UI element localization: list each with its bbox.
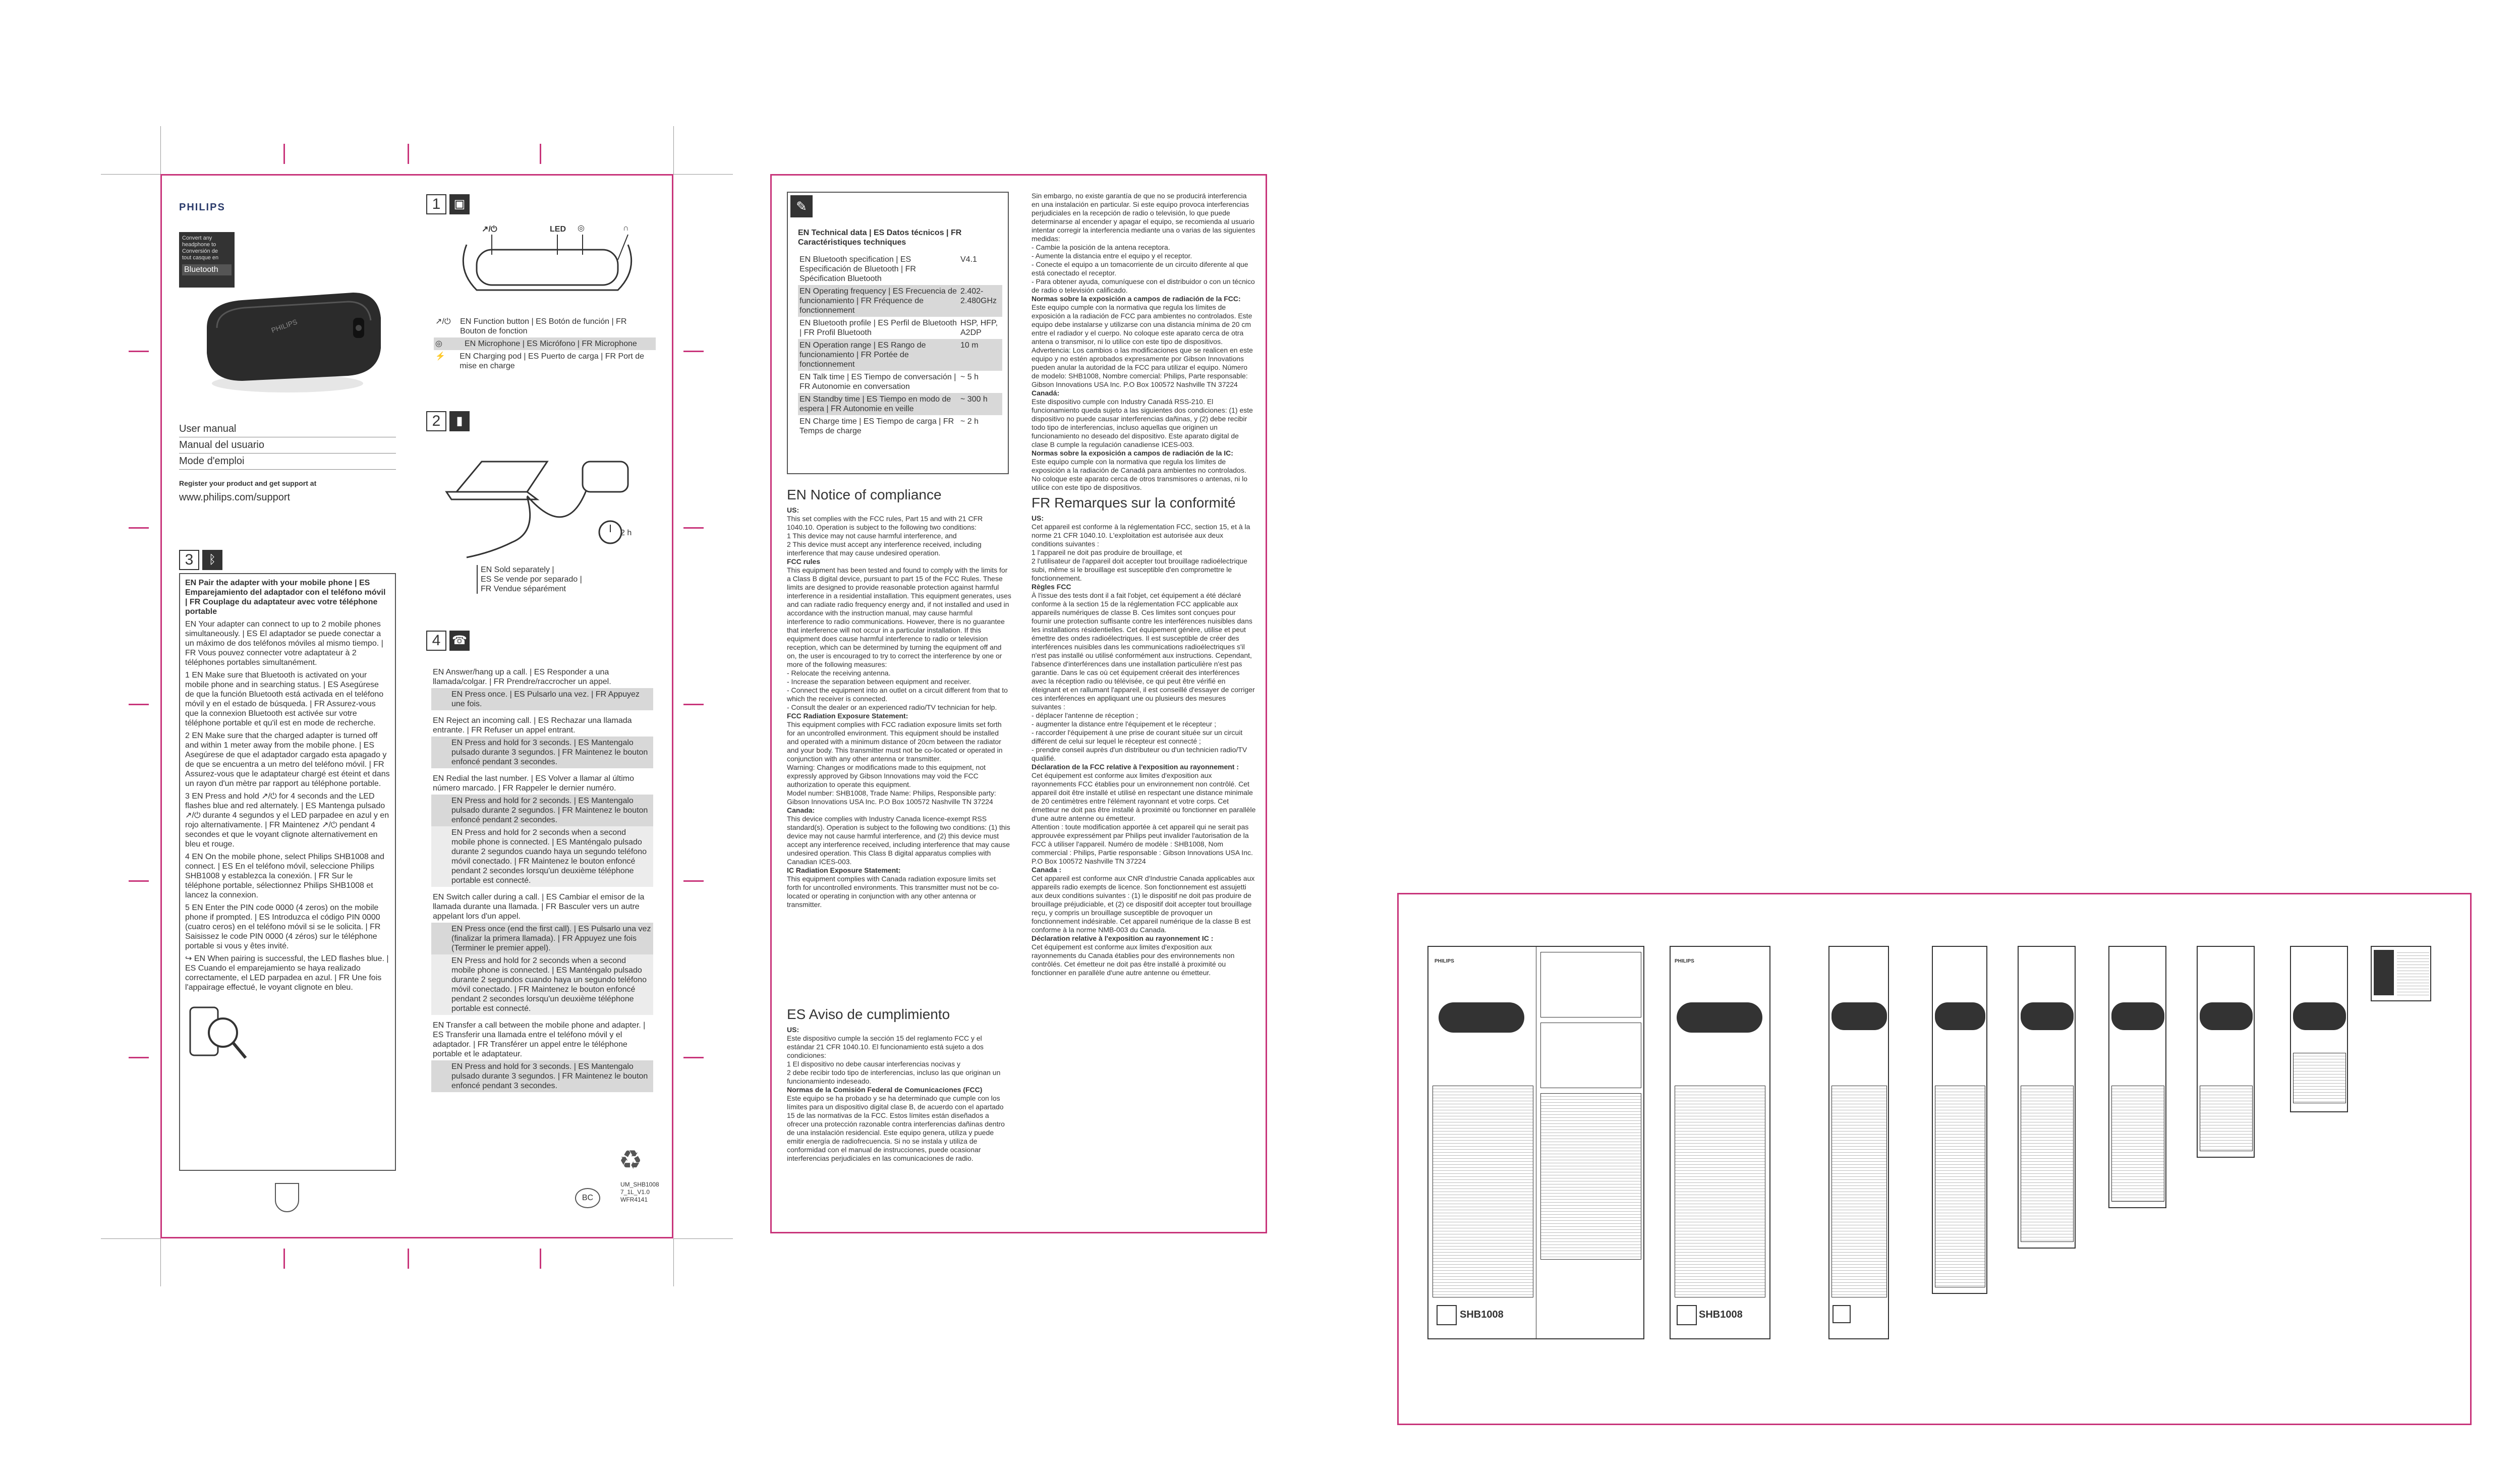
- thumb-box: [2293, 1053, 2346, 1103]
- call-action-press: EN Press and hold for 2 seconds when a second mobile phone is connected. | ES Manténgalo pulsado durante 2 segundos cuando haya un segundo teléfono móvil conectado. | FR Maintenez le bouton enfoncé pendant 2 secondes lorsqu'un deuxième téléphone portable est connecté.: [431, 826, 653, 887]
- call-action: EN Redial the last number. | ES Volver a llamar al último número marcado. | FR Rappeler le dernier numéro.: [433, 774, 634, 793]
- thumb-box: [1540, 1093, 1641, 1260]
- step1-legend: [434, 315, 656, 372]
- fold-mark: [683, 351, 704, 352]
- compliance-para: 2 l'utilisateur de l'appareil doit accepter tout brouillage radioélectrique subi, même si le brouillage est susceptible d'en compromettre le fonctionnement.: [1032, 557, 1247, 582]
- legend-row: [434, 315, 656, 337]
- step-number: 1: [426, 194, 446, 214]
- compliance-col3: [1032, 192, 1256, 1221]
- compliance-para: - Cambie la posición de la antena receptora.: [1032, 243, 1170, 251]
- thumb-box: [1540, 1023, 1641, 1088]
- function-icon: ↗/⏻: [435, 317, 451, 326]
- phone-search-icon: [185, 1002, 251, 1063]
- bluetooth-label: Bluetooth: [182, 264, 232, 275]
- charging-icon: ⚡: [435, 352, 445, 361]
- compliance-para: Model number: SHB1008, Trade Name: Philips, Responsible party: Gibson Innovations USA Inc. P.O Box 100572 Nashville TN 37224: [787, 789, 996, 806]
- fold-mark: [540, 1249, 541, 1269]
- step3-item: 3 EN Press and hold ↗/⏻ for 4 seconds and the LED flashes blue and red alternately. | ES Mantenga pulsado ↗/⏻ durante 4 segundos y el LED parpadee en azul y en rojo alternativamente. | FR Maintenez ↗/⏻ pendant 4 secondes et que le voyant clignote alternativement en bleu et rouge.: [185, 792, 389, 849]
- tech-row: [798, 393, 1002, 415]
- compliance-para: Canada:: [787, 806, 815, 814]
- svg-text:PHILIPS: PHILIPS: [270, 317, 299, 334]
- note-line: FR Vendue séparément: [481, 585, 566, 593]
- compliance-para: Este equipo se ha probado y se ha determinado que cumple con los límites para un dispositivo digital clase B, de acuerdo con el apartado 15 de las normativas de la FCC. Estos límites están diseñados a ofrecer una protección razonable contra interferencias dañinas dentro de una instalación residencial. Este equipo genera, utiliza y puede emitir energía de radiofrecuencia. Si no se instala y utiliza de conformidad con el manual de instrucciones, puede ocasionar interferencias perjudiciales en las comunicaciones de radio.: [787, 1094, 1005, 1162]
- compliance-para: Este equipo cumple con la normativa que regula los límites de exposición a la radiación de FCC para ambientes no controlados. Este equipo debe instalarse y utilizarse con una distancia mínima de 20 cm entre el radiador y el cuerpo. No coloque este aparato cerca de otra antena o transmisor, ni lo utilice con este tipo de dispositivos.: [1032, 303, 1252, 346]
- thumb-brand: PHILIPS: [1675, 958, 1694, 964]
- call-action-press: EN Press and hold for 3 seconds. | ES Mantengalo pulsado durante 3 segundos. | FR Maintenez le bouton enfoncé pendant 3 secondes.: [431, 1060, 653, 1092]
- fold-mark: [683, 1057, 704, 1058]
- adapter-diagram: [446, 224, 648, 305]
- fold-mark: [129, 527, 149, 529]
- compliance-para: Normas sobre la exposición a campos de radiación de la FCC:: [1032, 295, 1241, 303]
- tech-value: 2.402-2.480GHz: [960, 287, 997, 305]
- cover-panel: [177, 187, 398, 515]
- call-action-press: EN Press once. | ES Pulsarlo una vez. | FR Appuyez une fois.: [431, 688, 653, 710]
- tech-value: ~ 5 h: [960, 373, 979, 381]
- tech-label: EN Talk time | ES Tiempo de conversación | FR Autonomie en conversation: [799, 373, 956, 391]
- sold-separately-note: [477, 565, 582, 594]
- step-number: 3: [179, 550, 199, 570]
- compliance-para: Advertencia: Los cambios o las modificaciones que se realicen en este equipo y no estén aprobados expresamente por Gibson Innovations pueden anular la autoridad de la FCC para utilizar el equipo. Número de modelo: SHB1008, Nombre comercial: Philips, Parte responsable: Gibson Innovations USA Inc. P.O Box 100572 Nashville TN 37224: [1032, 346, 1253, 388]
- compliance-para: Canada :: [1032, 866, 1062, 874]
- fold-mark: [129, 1057, 149, 1058]
- bc-mark: BC: [575, 1188, 600, 1208]
- title-list: [179, 421, 396, 470]
- charge-time-label: 2 h: [620, 529, 632, 537]
- compliance-para: This set complies with the FCC rules, Part 15 and with 21 CFR 1040.10. Operation is subject to the following two conditions:: [787, 515, 983, 531]
- fold-thumb: [2108, 946, 2166, 1208]
- pen-icon: ✎: [790, 195, 813, 217]
- compliance-heading: FR Remarques sur la conformité: [1032, 495, 1236, 511]
- compliance-para: 2 This device must accept any interference received, including interference that may cause undesired operation.: [787, 540, 982, 557]
- compliance-para: Cet équipement est conforme aux limites d'exposition aux rayonnements du Canada établies pour des environnements non contrôlés. Cet émetteur ne doit pas être installé à proximité ou fonctionner en parallèle d'une autre antenne ou émetteur.: [1032, 943, 1235, 977]
- tech-row: [798, 285, 1002, 317]
- step3-box: [179, 573, 396, 1171]
- compliance-para: Sin embargo, no existe garantía de que no se producirá interferencia en una instalación en particular. Si este equipo provoca interferencias perjudiciales en la recepción de radio o televisión, lo que puede determinarse al encender y apagar el equipo, se recomienda al usuario intentar corregir la interferencia mediante una o varias de las siguientes medidas:: [1032, 192, 1255, 243]
- tech-label: EN Bluetooth profile | ES Perfil de Bluetooth | FR Profil Bluetooth: [799, 319, 957, 337]
- compliance-para: - Connect the equipment into an outlet on a circuit different from that to which the receiver is connected.: [787, 686, 1008, 703]
- compliance-para: Este dispositivo cumple con Industry Canadá RSS-210. El funcionamiento queda sujeto a las siguientes dos condiciones: (1) este dispositivo no puede causar interferencias dañinas, y (2) debe recibir todo tipo de interferencias, incluso aquellas que originen un funcionamiento no deseado del dispositivo. Este aparato digital de clase B cumple la regulación canadiense ICES-003.: [1032, 398, 1253, 448]
- trim-line: [673, 174, 733, 175]
- step-number: 4: [426, 631, 446, 651]
- tech-heading: EN Technical data | ES Datos técnicos | FR Caractéristiques techniques: [798, 229, 962, 247]
- thumb-bt-icon: [1677, 1305, 1697, 1325]
- fold-mark: [129, 880, 149, 882]
- brand-logo: PHILIPS: [179, 202, 225, 213]
- tech-label: EN Bluetooth specification | ES Especificación de Bluetooth | FR Spécification Bluetooth: [799, 255, 916, 283]
- version-code: 7_1L_V1.0: [620, 1189, 650, 1196]
- thumb-model: SHB1008: [1460, 1309, 1504, 1320]
- compliance-para: - prendre conseil auprès d'un distributeur ou d'un technicien radio/TV qualifié.: [1032, 746, 1247, 762]
- thumb-product: [1935, 1002, 1985, 1030]
- compliance-para: - Relocate the receiving antenna.: [787, 669, 891, 677]
- compliance-para: 2 debe recibir todo tipo de interferencias, incluso las que originan un funcionamiento indeseado.: [787, 1068, 1001, 1085]
- tech-row: [798, 339, 1002, 371]
- compliance-para: Este dispositivo cumple la sección 15 del reglamento FCC y el estándar 21 CFR 1040.10. El funcionamiento está sujeto a dos condiciones:: [787, 1034, 984, 1059]
- thumb-brand: PHILIPS: [1435, 958, 1454, 964]
- box-line: tout casque en: [182, 255, 219, 261]
- call-action: EN Answer/hang up a call. | ES Responder a una llamada/colgar. | FR Prendre/raccrocher un appel.: [433, 668, 611, 686]
- compliance-para: This device complies with Industry Canada licence-exempt RSS standard(s). Operation is subject to the following two conditions: (1) this device may not cause harmful interference, and (2) this device must accept any interference received, including interference that may cause undesired operation. This Class B digital apparatus complies with Canadian ICES-003.: [787, 815, 1010, 866]
- register-text: Register your product and get support at: [179, 479, 317, 487]
- charging-diagram: [436, 441, 653, 562]
- compliance-para: Déclaration relative à l'exposition au rayonnement IC :: [1032, 934, 1214, 942]
- mic-icon: ◎: [578, 224, 585, 233]
- tech-value: 10 m: [960, 341, 979, 350]
- compliance-para: - Conecte el equipo a un tomacorriente de un circuito diferente al que está conectado el receptor.: [1032, 260, 1248, 277]
- tech-panel: [787, 192, 1009, 474]
- thumb-product: [2021, 1002, 2074, 1030]
- tech-value: V4.1: [960, 255, 977, 264]
- compliance-para: Règles FCC: [1032, 583, 1071, 591]
- led-label: LED: [550, 225, 566, 234]
- tech-label: EN Operation range | ES Rango de funcionamiento | FR Portée de fonctionnement: [799, 341, 926, 369]
- fold-mark: [283, 1249, 285, 1269]
- compliance-para: 1 El dispositivo no debe causar interferencias nocivas y: [787, 1060, 960, 1068]
- call-action: EN Transfer a call between the mobile phone and adapter. | ES Transferir una llamada entre el teléfono móvil y el adaptador. | FR Transférer un appel entre le téléphone portable et le adaptateur.: [433, 1021, 646, 1058]
- step3-panel: [179, 550, 396, 1175]
- compliance-heading: ES Aviso de cumplimiento: [787, 1006, 950, 1022]
- thumb-box: [2374, 950, 2394, 995]
- trim-line: [673, 1238, 674, 1286]
- fold-mark: [683, 704, 704, 705]
- compliance-para: Warning: Changes or modifications made to this equipment, not expressly approved by Gibson Innovations may void the FCC authorization to operate this equipment.: [787, 763, 986, 788]
- thumb-product: [1831, 1002, 1887, 1030]
- compliance-para: - Aumente la distancia entre el equipo y el receptor.: [1032, 252, 1192, 260]
- note-line: ES Se vende por separado |: [481, 575, 582, 584]
- thumb-bt-icon: [1832, 1305, 1851, 1323]
- title-fr: Mode d'emploi: [179, 454, 396, 470]
- thumb-box: [2021, 1086, 2074, 1242]
- thumb-box: [1433, 1086, 1533, 1297]
- call-action-press: EN Press and hold for 2 seconds. | ES Mantengalo pulsado durante 2 segundos. | FR Maintenez le bouton enfoncé pendant 2 secondes.: [431, 795, 653, 826]
- recycle-icon: ♻: [618, 1146, 643, 1175]
- tech-value: HSP, HFP, A2DP: [960, 319, 998, 337]
- call-action-press: EN Press and hold for 2 seconds when a second mobile phone is connected. | ES Manténgalo pulsado durante 2 segundos cuando haya un segundo teléfono móvil conectado. | FR Maintenez le bouton enfoncé pendant 2 secondes lorsqu'un deuxième téléphone portable est connecté.: [431, 954, 653, 1015]
- compliance-para: 1 l'appareil ne doit pas produire de brouillage, et: [1032, 548, 1182, 556]
- call-action: EN Switch caller during a call. | ES Cambiar el emisor de la llamada durante una llamada. | FR Basculer vers un autre appelant lors d'un appel.: [433, 893, 645, 921]
- battery-icon: ▮: [449, 411, 470, 431]
- fold-mark: [129, 351, 149, 352]
- compliance-para: À l'issue des tests dont il a fait l'objet, cet équipement a été déclaré conforme à la section 15 de la réglementation FCC applicable aux appareils numériques de classe B. Ces limites sont conçues pour fournir une protection suffisante contre les interférences nuisibles dans les installations résidentielles. Cet équipement génère, utilise et peut émettre des ondes radioélectriques. Il est susceptible de créer des interférences nuisibles dans les communications radioélectriques s'il n'est pas installé ou utilisé conformément aux instructions. Cependant, l'absence d'interférences dans une installation particulière n'est pas garantie. Dans le cas où cet équipement créerait des interférences avec la réception radio ou télévisée, ce qui peut être vérifié en éteignant et en rallumant l'appareil, il est conseillé d'essayer de corriger ces interférences en appliquant une ou plusieurs des mesures suivantes :: [1032, 591, 1255, 711]
- fold-mark: [129, 704, 149, 705]
- fold-mark: [683, 880, 704, 882]
- thumb-product: [2111, 1002, 2164, 1030]
- thumb-product: [1439, 1002, 1524, 1033]
- box-line: Convert any: [182, 235, 212, 241]
- box-line: headphone to: [182, 242, 216, 248]
- thumb-box: [2397, 950, 2429, 995]
- thumb-product: [2200, 1002, 2253, 1030]
- compliance-para: - déplacer l'antenne de réception ;: [1032, 711, 1138, 719]
- box-line: Conversión de: [182, 248, 218, 254]
- thumb-model: SHB1008: [1699, 1309, 1743, 1320]
- compliance-para: 1 This device may not cause harmful interference, and: [787, 532, 957, 540]
- fold-thumb: [2018, 946, 2076, 1249]
- function-label: ↗/⏻: [482, 225, 497, 234]
- legend-row: [434, 350, 656, 372]
- note-line: EN Sold separately |: [481, 566, 554, 574]
- trim-line: [160, 126, 161, 174]
- title-es: Manual del usuario: [179, 437, 396, 454]
- trim-line: [160, 1238, 161, 1286]
- compliance-para: - Increase the separation between equipment and receiver.: [787, 677, 971, 686]
- step3-heading: EN Pair the adapter with your mobile phone | ES Emparejamiento del adaptador con el teléfono móvil | FR Couplage du adaptateur avec votre téléphone portable: [185, 579, 386, 616]
- compliance-es: [787, 1006, 1011, 1218]
- compliance-para: - augmenter la distance entre l'équipement et le récepteur ;: [1032, 720, 1217, 728]
- trim-line: [101, 174, 160, 175]
- microphone-icon: ◎: [435, 340, 442, 348]
- compliance-para: - Para obtener ayuda, comuníquese con el distribuidor o con un técnico de radio o televisión calificado.: [1032, 277, 1255, 294]
- legend-text: EN Function button | ES Botón de función | FR Bouton de fonction: [460, 317, 627, 335]
- compliance-para: US:: [787, 1026, 799, 1034]
- model-code: UM_SHB1008: [620, 1181, 659, 1188]
- fold-mark: [408, 144, 409, 164]
- support-url[interactable]: www.philips.com/support: [179, 492, 291, 503]
- step1-panel: [426, 194, 658, 396]
- tech-row: [798, 371, 1002, 393]
- compliance-para: Canadá:: [1032, 389, 1060, 397]
- step3-item: 4 EN On the mobile phone, select Philips SHB1008 and connect. | ES En el teléfono móvil, seleccione Philips SHB1008 y establezca la conexión. | FR Sur le téléphone portable, sélectionnez Philips SHB1008 et lancez la connexion.: [185, 853, 384, 899]
- fold-mark: [408, 1249, 409, 1269]
- legend-text: EN Charging pod | ES Puerto de carga | FR Port de mise en charge: [460, 352, 645, 370]
- part-number: WFR4141: [620, 1196, 648, 1203]
- legend-row: [434, 337, 656, 350]
- compliance-para: Normas sobre la exposición a campos de radiación de la IC:: [1032, 449, 1233, 457]
- tech-row: [798, 415, 1002, 437]
- fold-mark: [283, 144, 285, 164]
- compliance-en: [787, 487, 1011, 1001]
- compliance-para: Este equipo cumple con la normativa que regula los límites de exposición a la radiación de Canadá para ambientes no controlados. No coloque este aparato cerca de otros transmisores o antenas, ni lo utilice con este tipo de dispositivos.: [1032, 458, 1248, 491]
- tech-value: ~ 300 h: [960, 395, 988, 404]
- trim-line: [101, 1238, 160, 1239]
- compliance-para: FCC rules: [787, 557, 821, 566]
- trim-line: [673, 1238, 733, 1239]
- compliance-para: Cet équipement est conforme aux limites d'exposition aux rayonnements FCC établies pour un environnement non contrôlé. Cet appareil doit être installé et utilisé en respectant une distance minimale de 20 centimètres entre l'élément rayonnant et votre corps. Cet émetteur ne doit pas être installé à proximité ou fonctionner en parallèle d'une autre antenne ou émetteur.: [1032, 771, 1256, 822]
- call-action: EN Reject an incoming call. | ES Rechazar una llamada entrante. | FR Refuser un appel entrant.: [433, 716, 632, 734]
- compliance-para: This equipment complies with Canada radiation exposure limits set forth for uncontrolled environments. This transmitter must not be co-located or operating in conjunction with any other antenna or transmitter.: [787, 875, 999, 909]
- fold-mark: [540, 144, 541, 164]
- tech-label: EN Charge time | ES Tiempo de carga | FR Temps de charge: [799, 417, 954, 435]
- step4-list: [431, 666, 653, 1092]
- headphone-jack-icon: ∩: [623, 224, 629, 233]
- box-icon: ▣: [449, 194, 470, 214]
- tech-table: [798, 253, 1002, 437]
- compliance-para: Cet appareil est conforme aux CNR d'Industrie Canada applicables aux appareils radio exempts de licence. Son fonctionnement est assujetti aux deux conditions suivantes : (1) le dispositif ne doit pas produire de brouillage préjudiciable, et (2) ce dispositif doit accepter tout brouillage reçu, y compris un brouillage susceptible de provoquer un fonctionnement indésirable. Cet appareil numérique de la classe B est conforme à la norme NMB-003 du Canada.: [1032, 874, 1255, 934]
- step3-item: 1 EN Make sure that Bluetooth is activated on your mobile phone and in searching status. | ES Asegúrese de que la función Bluetooth está activada en el teléfono móvil y en el estado de búsqueda. | FR Assurez-vous que la connexion Bluetooth est activée sur votre téléphone portable et qu'il est en mode de recherche.: [185, 671, 384, 727]
- step-number: 2: [426, 411, 446, 431]
- bluetooth-icon: ᛒ: [202, 550, 222, 570]
- compliance-para: IC Radiation Exposure Statement:: [787, 866, 901, 874]
- step3-item: ↪ EN When pairing is successful, the LED flashes blue. | ES Cuando el emparejamiento se haya realizado correctamente, el LED parpadea en azul. | FR Une fois l'appairage effectué, le voyant clignote en bleu.: [185, 954, 389, 992]
- compliance-para: - Consult the dealer or an experienced radio/TV technician for help.: [787, 703, 997, 711]
- philips-shield-logo: [275, 1183, 299, 1212]
- compliance-para: Cet appareil est conforme à la réglementation FCC, section 15, et à la norme 21 CFR 1040.10. L'exploitation est autorisée aux deux conditions suivantes :: [1032, 523, 1250, 548]
- call-action-press: EN Press and hold for 3 seconds. | ES Mantengalo pulsado durante 3 segundos. | FR Maintenez le bouton enfoncé pendant 3 secondes.: [431, 737, 653, 768]
- thumb-box: [1935, 1086, 1985, 1287]
- fold-thumb-full: [1427, 946, 1644, 1339]
- legend-text: EN Microphone | ES Micrófono | FR Microphone: [465, 340, 637, 348]
- thumb-bt-icon: [1437, 1305, 1457, 1325]
- phone-icon: ☎: [449, 631, 470, 651]
- fold-mark: [683, 527, 704, 529]
- thumb-box: [1831, 1086, 1887, 1297]
- step3-item: 2 EN Make sure that the charged adapter is turned off and within 1 meter away from the mobile phone. | ES Asegúrese de que el adaptador cargado esta apagado y de que se encuentra a un metro del teléfono móvil. | FR Assurez-vous que le adaptateur chargé est éteint et dans un rayon d'un mètre par rapport au téléphone portable.: [185, 731, 390, 788]
- thumb-product: [2293, 1002, 2346, 1030]
- fold-thumb: [2371, 946, 2431, 1001]
- tech-row: [798, 317, 1002, 339]
- step3-item: 5 EN Enter the PIN code 0000 (4 zeros) on the mobile phone if prompted. | ES Introduzca el código PIN 0000 (cuatro ceros) en el teléfono móvil si se le solicita. | FR Saisissez le code PIN 0000 (4 zéros) sur le téléphone portable si vous y êtes invité.: [185, 903, 381, 950]
- adapter-product-image: [187, 272, 388, 404]
- trim-line: [673, 126, 674, 174]
- fold-thumb: [2290, 946, 2348, 1112]
- compliance-para: This equipment has been tested and found to comply with the limits for a Class B digital device, pursuant to part 15 of the FCC Rules. These limits are designed to provide reasonable protection against harmful interference in a residential installation. This equipment generates, uses and can radiate radio frequency energy and, if not installed and used in accordance with the instruction manual, may cause harmful interference to radio communications. However, there is no guarantee that interference will not occur in a particular installation. If this equipment does cause harmful interference to radio or television reception, which can be determined by turning the equipment off and on, the user is encouraged to try to correct the interference by one or more of the following measures:: [787, 566, 1011, 668]
- step2-panel: [426, 411, 658, 603]
- step3-intro: EN Your adapter can connect to up to 2 mobile phones simultaneously. | ES El adaptador se puede conectar a un máximo de dos teléfonos móviles al mismo tiempo. | FR Vous pouvez connecter votre adaptateur à 2 téléphones portables simultanément.: [185, 620, 383, 667]
- thumb-box: [1675, 1086, 1765, 1297]
- compliance-para: US:: [1032, 514, 1044, 522]
- call-action-press: EN Press once (end the first call). | ES Pulsarlo una vez (finalizar la primera llamada). | FR Appuyez une fois (Terminer le premier appel).: [431, 923, 653, 954]
- step4-panel: [426, 631, 658, 1100]
- thumb-box: [1540, 952, 1641, 1017]
- thumb-box: [2111, 1086, 2164, 1202]
- tech-label: EN Operating frequency | ES Frecuencia de funcionamiento | FR Fréquence de fonctionnement: [799, 287, 957, 315]
- title-en: User manual: [179, 421, 396, 437]
- fold-thumb: [2197, 946, 2255, 1158]
- tech-label: EN Standby time | ES Tiempo en modo de espera | FR Autonomie en veille: [799, 395, 951, 413]
- compliance-para: FCC Radiation Exposure Statement:: [787, 712, 908, 720]
- compliance-para: Déclaration de la FCC relative à l'exposition au rayonnement :: [1032, 763, 1239, 771]
- compliance-para: This equipment complies with FCC radiation exposure limits set forth for an uncontrolled environment. This equipment should be installed and operated with a minimum distance of 20cm between the radiator and your body. This transmitter must not be co-located or operated in conjunction with any other antenna or transmitter.: [787, 720, 1003, 763]
- tech-row: [798, 253, 1002, 285]
- compliance-heading: EN Notice of compliance: [787, 487, 942, 502]
- compliance-para: Normas de la Comisión Federal de Comunicaciones (FCC): [787, 1086, 983, 1094]
- fold-thumb: [1670, 946, 1770, 1339]
- fold-thumb: [1932, 946, 1987, 1294]
- compliance-para: - raccorder l'équipement à une prise de courant située sur un circuit différent de celui sur lequel le récepteur est connecté ;: [1032, 728, 1243, 745]
- thumb-product: [1677, 1002, 1762, 1033]
- thumb-box: [2200, 1086, 2253, 1151]
- tech-value: ~ 2 h: [960, 417, 979, 426]
- fold-thumb: [1828, 946, 1889, 1339]
- compliance-para: US:: [787, 506, 799, 514]
- compliance-para: Attention : toute modification apportée à cet appareil qui ne serait pas approuvée expressément par Philips peut invalider l'autorisation de la FCC à utiliser l'appareil. Numéro de modèle : SHB1008, Nom commercial : Philips, Partie responsable : Gibson Innovations USA Inc. P.O Box 100572 Nashville TN 37224: [1032, 823, 1253, 865]
